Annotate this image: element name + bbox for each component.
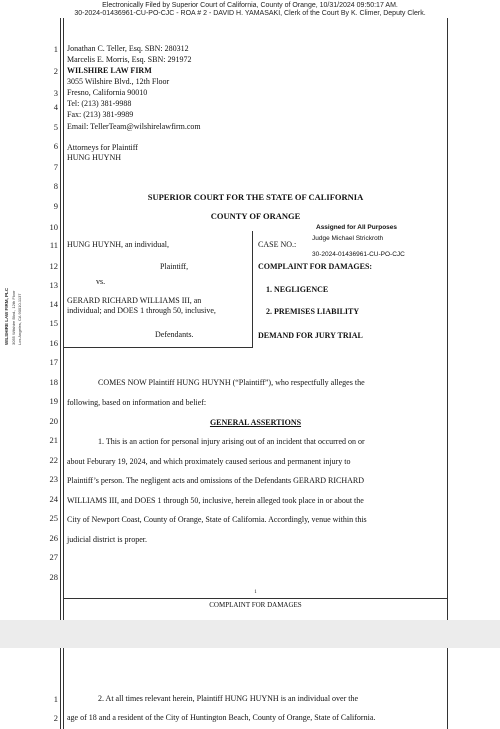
case-number-label: CASE NO.: (258, 240, 297, 249)
side-firm-city: Los Angeles, CA 90010-1137 (17, 293, 22, 345)
line-number: 10 (49, 222, 58, 232)
line-number: 1 (53, 694, 58, 704)
line-number: 13 (49, 280, 58, 290)
plaintiff-caption-role: Plaintiff, (160, 262, 189, 271)
attorney-line: Fax: (213) 381-9989 (67, 110, 134, 119)
left-margin-rule-double (63, 648, 64, 729)
paragraph-1-line: about Feburary 19, 2024, and which proximately caused serious and permanent injury to (67, 457, 351, 466)
line-number: 11 (49, 240, 58, 250)
line-number: 28 (49, 572, 58, 582)
line-number: 14 (49, 299, 58, 309)
filing-stamp-line-1: Electronically Filed by Superior Court of California, County of Orange, 10/31/2024 09:50:17 AM. (102, 2, 398, 9)
paragraph-1-line: judicial district is proper. (67, 535, 147, 544)
page-number: 1 (254, 590, 257, 595)
paragraph-2-line: 2. At all times relevant herein, Plaintiff HUNG HUYNH is an individual over the (98, 694, 359, 703)
side-firm-label (4, 285, 38, 345)
line-number: 8 (53, 181, 58, 191)
line-number: 1 (53, 44, 58, 54)
attorney-line: Fresno, California 90010 (67, 88, 148, 97)
assigned-judge: Judge Michael Strickroth (312, 235, 384, 242)
right-margin-rule (447, 18, 448, 620)
line-number: 12 (49, 261, 58, 271)
line-number: 2 (53, 713, 58, 723)
line-number: 18 (49, 377, 58, 387)
line-number: 25 (49, 513, 58, 523)
line-number: 19 (49, 396, 58, 406)
line-number: 3 (53, 88, 58, 98)
attorney-email: Email: TellerTeam@wilshirelawfirm.com (67, 122, 201, 131)
attorney-line: HUNG HUYNH (67, 153, 121, 162)
section-heading: GENERAL ASSERTIONS (209, 418, 302, 427)
attorney-line: 3055 Wilshire Blvd., 12th Floor (67, 77, 170, 86)
court-name: SUPERIOR COURT FOR THE STATE OF CALIFORNIA (147, 192, 364, 202)
cause-of-action-2: 2. PREMISES LIABILITY (266, 307, 360, 316)
line-number: 5 (53, 122, 58, 132)
line-number: 26 (49, 533, 58, 543)
jury-demand: DEMAND FOR JURY TRIAL (258, 331, 363, 340)
paragraph-1-line: WILLIAMS III, and DOES 1 through 50, inclusive, herein alleged took place in or about the (67, 496, 364, 505)
line-number: 23 (49, 474, 58, 484)
left-margin-rule (60, 648, 61, 729)
paragraph-1-line: 1. This is an action for personal injury arising out of an incident that occurred on or (98, 437, 365, 446)
law-firm-name: WILSHIRE LAW FIRM (67, 66, 152, 75)
footer-title: COMPLAINT FOR DAMAGES (209, 601, 302, 609)
intro-line-1: COMES NOW Plaintiff HUNG HUYNH (“Plaintiff”), who respectfully alleges the (98, 378, 365, 387)
line-number: 27 (49, 552, 58, 562)
attorney-line: Tel: (213) 381-9988 (67, 99, 132, 108)
line-number: 9 (53, 201, 58, 211)
paragraph-1-line: Plaintiff’s person. The negligent acts and omissions of the Defendants GERARD RICHARD (67, 476, 364, 485)
footer-rule (64, 598, 447, 599)
defendant-caption-line: GERARD RICHARD WILLIAMS III, an (67, 296, 202, 305)
plaintiff-caption-name: HUNG HUYNH, an individual, (67, 240, 169, 249)
line-number: 6 (53, 141, 58, 151)
case-number: 30-2024-01436961-CU-PO-CJC (312, 251, 405, 258)
side-firm-name: WILSHIRE LAW FIRM, PLC (4, 288, 9, 345)
court-county: COUNTY OF ORANGE (210, 211, 301, 221)
left-margin-rule (60, 18, 61, 620)
intro-line-2: following, based on information and belief: (67, 398, 207, 407)
document-page-2 (0, 648, 500, 729)
line-number: 15 (49, 318, 58, 328)
line-number: 17 (49, 357, 58, 367)
line-number: 22 (49, 455, 58, 465)
defendant-caption-role: Defendants. (155, 330, 194, 339)
paragraph-2-line: age of 18 and a resident of the City of Huntington Beach, County of Orange, State of California. (67, 713, 376, 722)
paragraph-1-line: City of Newport Coast, County of Orange, State of California. Accordingly, venue within this (67, 515, 367, 524)
line-number: 20 (49, 416, 58, 426)
line-number: 16 (49, 338, 58, 348)
cause-of-action-1: 1. NEGLIGENCE (266, 285, 329, 294)
side-firm-address: 3055 Wilshire Blvd., 12th Floor (11, 290, 16, 345)
line-number: 4 (53, 102, 58, 112)
attorney-line: Attorneys for Plaintiff (67, 143, 138, 152)
attorney-line: Marcelis E. Morris, Esq. SBN: 291972 (67, 55, 192, 64)
filing-stamp-line-2: 30-2024-01436961-CU-PO-CJC - ROA # 2 - DAVID H. YAMASAKI, Clerk of the Court By K. Climer, Deputy Clerk. (74, 10, 426, 17)
attorney-line: Jonathan C. Teller, Esq. SBN: 280312 (67, 44, 189, 53)
line-number: 7 (53, 162, 58, 172)
caption-bracket (64, 231, 253, 348)
caption-vs: vs. (96, 277, 106, 286)
assignment-label: Assigned for All Purposes (316, 224, 398, 231)
page-gap (0, 620, 500, 648)
defendant-caption-line: individual; and DOES 1 through 50, inclusive, (67, 306, 216, 315)
line-number: 2 (53, 66, 58, 76)
right-margin-rule (447, 648, 448, 729)
complaint-title: COMPLAINT FOR DAMAGES: (258, 262, 373, 271)
line-number: 24 (49, 494, 58, 504)
line-number: 21 (49, 435, 58, 445)
